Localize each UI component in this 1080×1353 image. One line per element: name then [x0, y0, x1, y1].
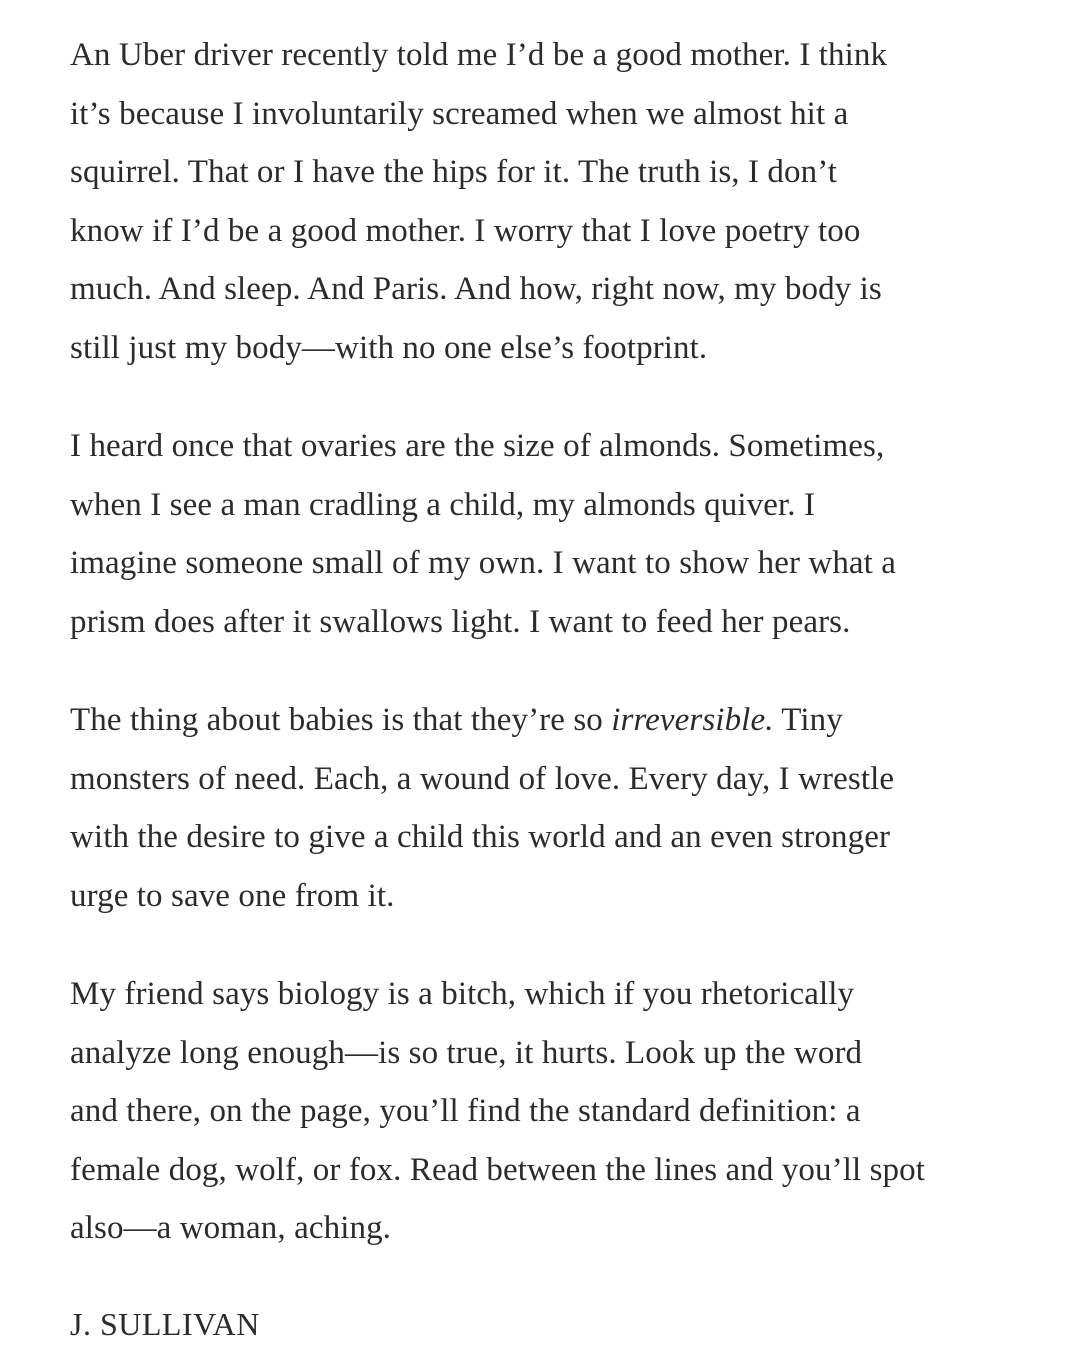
text-run: The thing about babies is that they’re so	[70, 702, 611, 738]
text-line: also—a woman, aching.	[70, 1199, 1020, 1258]
text-line: I heard once that ovaries are the size of almonds. Sometimes,	[70, 417, 1020, 476]
text-line: female dog, wolf, or fox. Read between the lines and you’ll spot	[70, 1141, 1020, 1200]
text-line: analyze long enough—is so true, it hurts. Look up the word	[70, 1024, 1020, 1083]
italic-word: irreversible.	[611, 702, 773, 738]
author-signature: J. SULLIVAN	[70, 1295, 1020, 1353]
text-run: Tiny	[774, 702, 843, 738]
text-line: know if I’d be a good mother. I worry that I love poetry too	[70, 202, 1020, 261]
text-line: My friend says biology is a bitch, which if you rhetorically	[70, 965, 1020, 1024]
text-line: when I see a man cradling a child, my almonds quiver. I	[70, 476, 1020, 535]
paragraph-4	[70, 965, 1020, 1258]
text-line: with the desire to give a child this world and an even stronger	[70, 808, 1020, 867]
paragraph-2	[70, 417, 1020, 651]
text-line: squirrel. That or I have the hips for it. The truth is, I don’t	[70, 143, 1020, 202]
text-line: urge to save one from it.	[70, 867, 1020, 926]
text-line: An Uber driver recently told me I’d be a good mother. I think	[70, 26, 1020, 85]
text-line: imagine someone small of my own. I want to show her what a	[70, 534, 1020, 593]
essay-text	[70, 26, 1020, 1353]
text-line	[70, 691, 1020, 750]
text-line: prism does after it swallows light. I want to feed her pears.	[70, 593, 1020, 652]
text-line: it’s because I involuntarily screamed when we almost hit a	[70, 85, 1020, 144]
text-line: monsters of need. Each, a wound of love. Every day, I wrestle	[70, 750, 1020, 809]
text-line: still just my body—with no one else’s footprint.	[70, 319, 1020, 378]
text-line: and there, on the page, you’ll find the standard definition: a	[70, 1082, 1020, 1141]
paragraph-3	[70, 691, 1020, 925]
text-line: much. And sleep. And Paris. And how, right now, my body is	[70, 260, 1020, 319]
paragraph-1	[70, 26, 1020, 377]
